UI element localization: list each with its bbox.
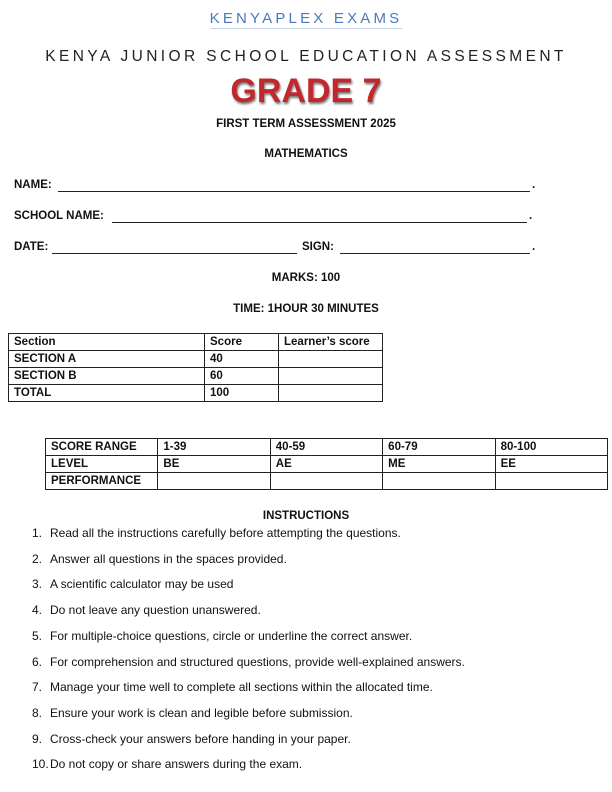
table-cell: 1-39 bbox=[158, 439, 270, 456]
instruction-text: For comprehension and structured questions, provide well-explained answers. bbox=[50, 654, 465, 669]
instruction-number: 8. bbox=[32, 705, 43, 720]
instruction-text: Answer all questions in the spaces provided. bbox=[50, 551, 287, 566]
table-cell: BE bbox=[158, 456, 270, 473]
table-row bbox=[9, 351, 383, 368]
brand-header bbox=[0, 10, 612, 27]
table-cell: PERFORMANCE bbox=[46, 473, 158, 490]
instruction-text: Do not leave any question unanswered. bbox=[50, 603, 261, 618]
grade-title: GRADE 7 bbox=[230, 72, 382, 110]
sign-label: SIGN: bbox=[302, 241, 334, 253]
instruction-item bbox=[32, 603, 261, 617]
table-cell: ME bbox=[383, 456, 495, 473]
table-cell: AE bbox=[270, 456, 382, 473]
table-cell: EE bbox=[495, 456, 607, 473]
subject-title: MATHEMATICS bbox=[264, 148, 348, 160]
header-cell: Score bbox=[205, 334, 279, 351]
table-cell: 80-100 bbox=[495, 439, 607, 456]
instruction-item bbox=[32, 732, 351, 746]
date-label: DATE: bbox=[14, 241, 49, 253]
instruction-item bbox=[32, 526, 401, 540]
table-header-row bbox=[9, 334, 383, 351]
table-row bbox=[46, 473, 608, 490]
header-cell: Learner’s score bbox=[279, 334, 383, 351]
organization-title: KENYA JUNIOR SCHOOL EDUCATION ASSESSMENT bbox=[45, 48, 567, 65]
instruction-number: 5. bbox=[32, 628, 43, 643]
learner-score-cell[interactable] bbox=[279, 351, 383, 368]
instruction-item bbox=[32, 577, 233, 591]
table-row bbox=[9, 385, 383, 402]
instruction-item bbox=[32, 680, 433, 694]
table-cell: LEVEL bbox=[46, 456, 158, 473]
time-text: TIME: 1HOUR 30 MINUTES bbox=[233, 303, 379, 315]
instruction-item bbox=[32, 629, 412, 643]
instruction-number: 10. bbox=[32, 757, 49, 772]
instruction-item bbox=[32, 706, 353, 720]
instruction-number: 2. bbox=[32, 551, 43, 566]
instruction-text: Ensure your work is clean and legible before submission. bbox=[50, 705, 353, 720]
sign-end: . bbox=[532, 241, 536, 253]
instruction-text: Manage your time well to complete all sections within the allocated time. bbox=[50, 680, 433, 695]
marks-text: MARKS: 100 bbox=[271, 272, 341, 284]
table-cell: 40 bbox=[205, 351, 279, 368]
term-title: FIRST TERM ASSESSMENT 2025 bbox=[216, 118, 396, 130]
table-row bbox=[9, 368, 383, 385]
school-name-field[interactable] bbox=[112, 222, 527, 223]
table-cell: 100 bbox=[205, 385, 279, 402]
table-row bbox=[46, 439, 608, 456]
instruction-number: 7. bbox=[32, 680, 43, 695]
table-cell: SECTION A bbox=[9, 351, 205, 368]
performance-cell[interactable] bbox=[158, 473, 270, 490]
instruction-text: A scientific calculator may be used bbox=[50, 577, 234, 592]
table-row bbox=[46, 456, 608, 473]
instruction-text: Do not copy or share answers during the exam. bbox=[50, 757, 303, 772]
instruction-item bbox=[32, 655, 465, 669]
instruction-text: For multiple-choice questions, circle or underline the correct answer. bbox=[50, 628, 413, 643]
table-cell: SCORE RANGE bbox=[46, 439, 158, 456]
instruction-number: 4. bbox=[32, 603, 43, 618]
instruction-number: 9. bbox=[32, 731, 43, 746]
header-cell: Section bbox=[9, 334, 205, 351]
level-table bbox=[45, 438, 608, 490]
table-cell: TOTAL bbox=[9, 385, 205, 402]
table-cell: SECTION B bbox=[9, 368, 205, 385]
instructions-title: INSTRUCTIONS bbox=[262, 510, 350, 522]
performance-cell[interactable] bbox=[495, 473, 607, 490]
instruction-text: Read all the instructions carefully before attempting the questions. bbox=[50, 526, 401, 540]
table-cell: 60-79 bbox=[383, 439, 495, 456]
name-label: NAME: bbox=[14, 179, 52, 191]
learner-score-cell[interactable] bbox=[279, 368, 383, 385]
school-name-label: SCHOOL NAME: bbox=[14, 210, 104, 222]
instruction-item bbox=[32, 757, 302, 771]
score-table bbox=[8, 333, 383, 402]
school-end: . bbox=[529, 210, 533, 222]
performance-cell[interactable] bbox=[270, 473, 382, 490]
performance-cell[interactable] bbox=[383, 473, 495, 490]
learner-score-cell[interactable] bbox=[279, 385, 383, 402]
table-cell: 60 bbox=[205, 368, 279, 385]
brand-text: KENYAPLEX EXAMS bbox=[209, 10, 403, 27]
name-field[interactable] bbox=[58, 191, 530, 192]
instruction-number: 6. bbox=[32, 654, 43, 669]
instruction-item bbox=[32, 552, 287, 566]
instruction-number: 3. bbox=[32, 577, 43, 592]
sign-field[interactable] bbox=[340, 253, 530, 254]
table-cell: 40-59 bbox=[270, 439, 382, 456]
name-end: . bbox=[532, 179, 536, 191]
instruction-number: 1. bbox=[32, 526, 43, 540]
date-field[interactable] bbox=[52, 253, 297, 254]
instruction-text: Cross-check your answers before handing in your paper. bbox=[50, 731, 351, 746]
